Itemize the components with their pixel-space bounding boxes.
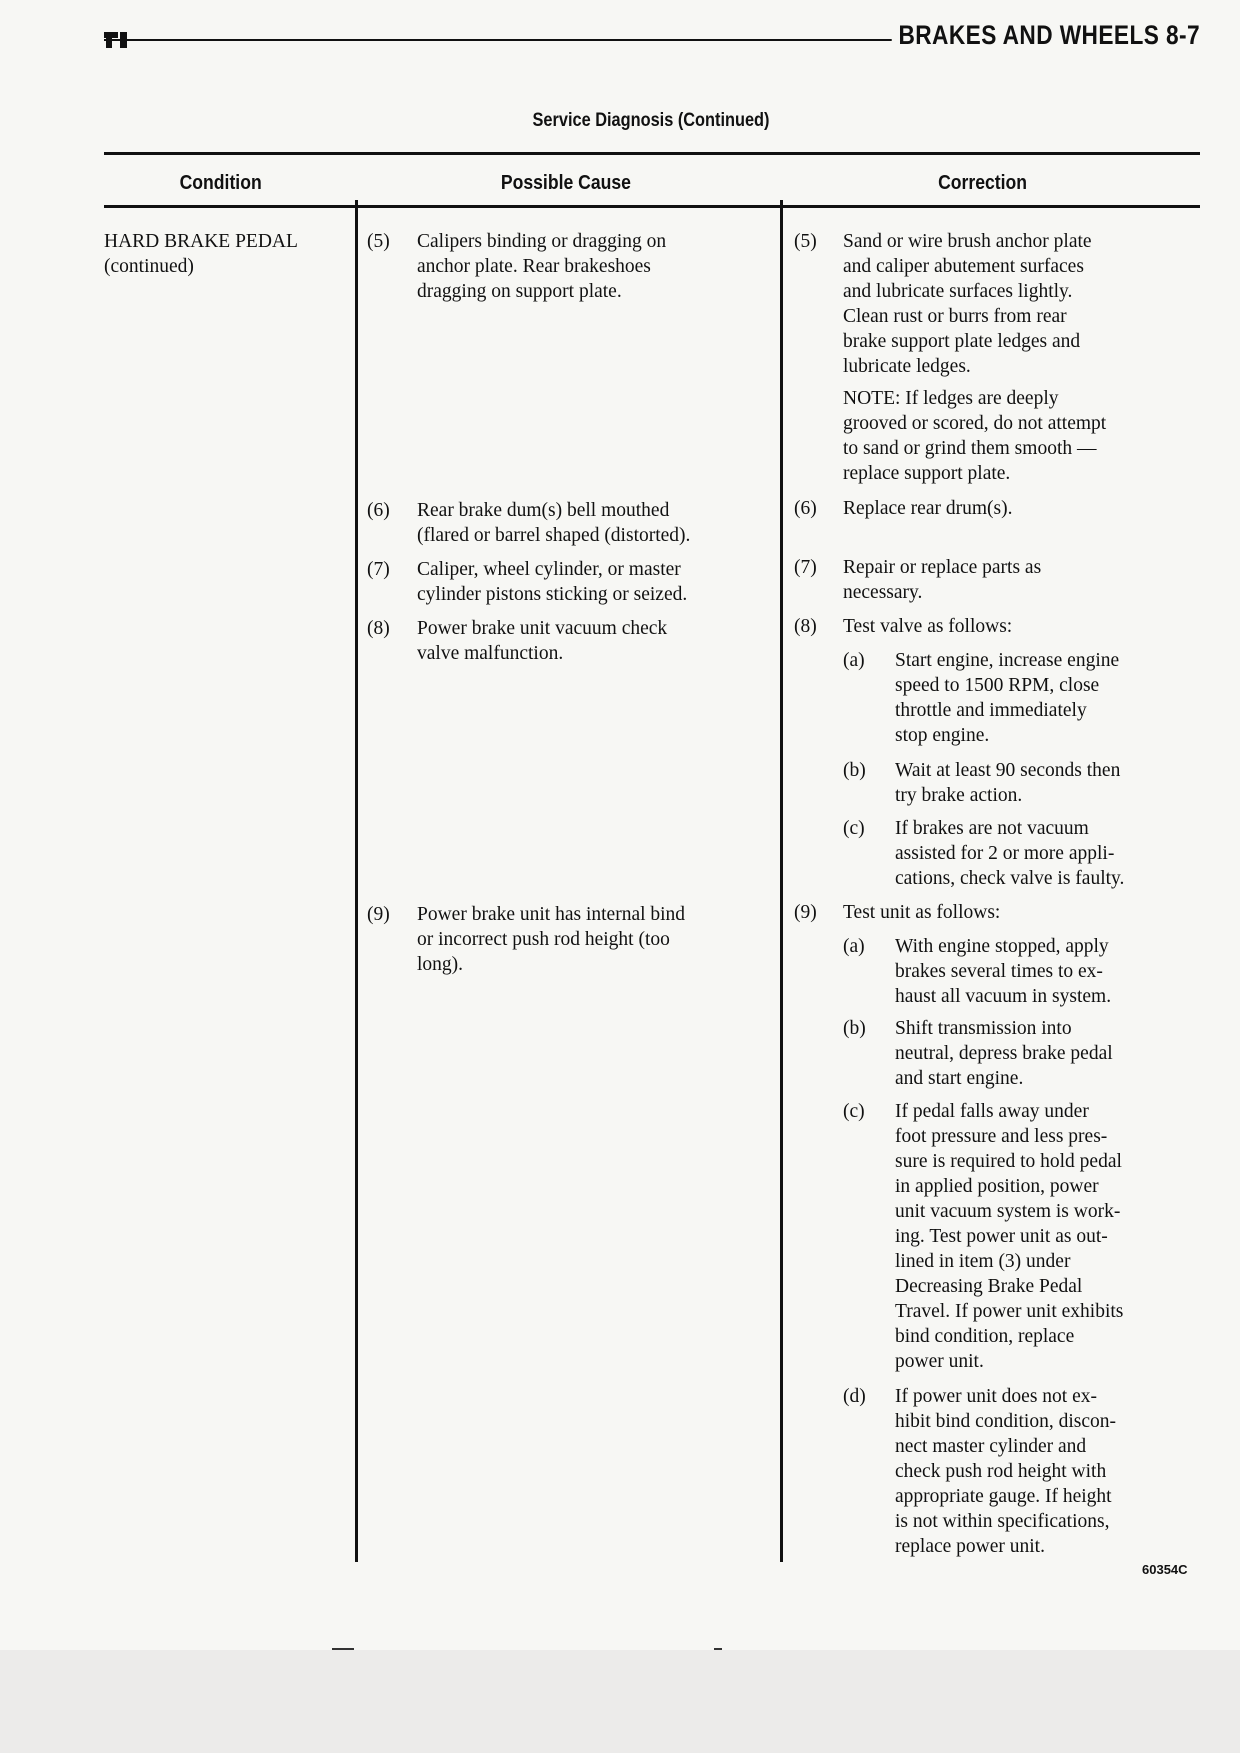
correction-number: (8) <box>794 616 817 637</box>
page-header-title: BRAKES AND WHEELS 8-7 <box>892 20 1200 51</box>
step-text: Wait at least 90 seconds then try brake action. <box>895 760 1121 806</box>
cause-text: Power brake unit vacuum check valve malfunction. <box>417 618 668 664</box>
column-header-cause: Possible Cause <box>500 172 631 194</box>
cause-number: (9) <box>367 904 390 925</box>
correction-number: (7) <box>794 557 817 578</box>
step-label: (d) <box>843 1386 866 1407</box>
correction-number: (9) <box>794 902 817 923</box>
step-label: (b) <box>843 760 866 781</box>
step-text: Shift transmission into neutral, depress brake pedal and start engine. <box>895 1018 1113 1089</box>
table-header-rule <box>104 205 1200 208</box>
cause-text: Calipers binding or dragging on anchor plate. Rear brakeshoes dragging on support plate. <box>417 231 667 302</box>
column-header-condition: Condition <box>179 172 262 194</box>
correction-text: Sand or wire brush anchor plate and caliper abutement surfaces and lubricate surfaces lightly. Clean rust or burrs from rear brake support plate ledges and lubricate ledges. <box>843 231 1092 377</box>
cause-number: (8) <box>367 618 390 639</box>
cause-text: Power brake unit has internal bind or incorrect push rod height (too long). <box>417 904 686 975</box>
step-label: (a) <box>843 936 865 957</box>
condition-continued: (continued) <box>104 256 194 277</box>
correction-number: (5) <box>794 231 817 252</box>
table-title: Service Diagnosis (Continued) <box>532 110 770 131</box>
correction-text: Test valve as follows: <box>843 616 1013 637</box>
cause-number: (7) <box>367 559 390 580</box>
correction-note: NOTE: If ledges are deeply grooved or scored, do not attempt to sand or grind them smooth — replace support plate. <box>843 388 1107 484</box>
step-label: (c) <box>843 818 865 839</box>
correction-text: Replace rear drum(s). <box>843 498 1013 519</box>
step-text: If brakes are not vacuum assisted for 2 or more appli- cations, check valve is faulty. <box>895 818 1125 889</box>
step-label: (b) <box>843 1018 866 1039</box>
cause-text: Caliper, wheel cylinder, or master cylinder pistons sticking or seized. <box>417 559 688 605</box>
cause-number: (5) <box>367 231 390 252</box>
column-divider-2 <box>780 200 783 1562</box>
correction-number: (6) <box>794 498 817 519</box>
table-top-rule <box>104 152 1200 155</box>
figure-code: 60354C <box>1142 1562 1188 1577</box>
step-text: Start engine, increase engine speed to 1500 RPM, close throttle and immediately stop engine. <box>895 650 1120 746</box>
cause-text: Rear brake dum(s) bell mouthed (flared or barrel shaped (distorted). <box>417 500 691 546</box>
scan-background <box>0 1650 1240 1753</box>
step-text: If pedal falls away under foot pressure and less pres- sure is required to hold pedal in applied position, power unit vacuum system is work- ing. Test power unit as out- lined in item (3) under Decreasing Brake Pedal Travel. If power unit exhibits bind condition, replace power unit. <box>895 1101 1124 1372</box>
cause-number: (6) <box>367 500 390 521</box>
column-header-correction: Correction <box>938 172 1028 194</box>
step-label: (a) <box>843 650 865 671</box>
column-divider-1 <box>355 200 358 1562</box>
step-text: If power unit does not ex- hibit bind condition, discon- nect master cylinder and check push rod height with appropriate gauge. If height is not within specifications, replace power unit. <box>895 1386 1116 1557</box>
correction-text: Repair or replace parts as necessary. <box>843 557 1042 603</box>
step-text: With engine stopped, apply brakes several times to ex- haust all vacuum in system. <box>895 936 1112 1007</box>
step-label: (c) <box>843 1101 865 1122</box>
condition-label: HARD BRAKE PEDAL <box>104 231 298 252</box>
correction-text: Test unit as follows: <box>843 902 1001 923</box>
